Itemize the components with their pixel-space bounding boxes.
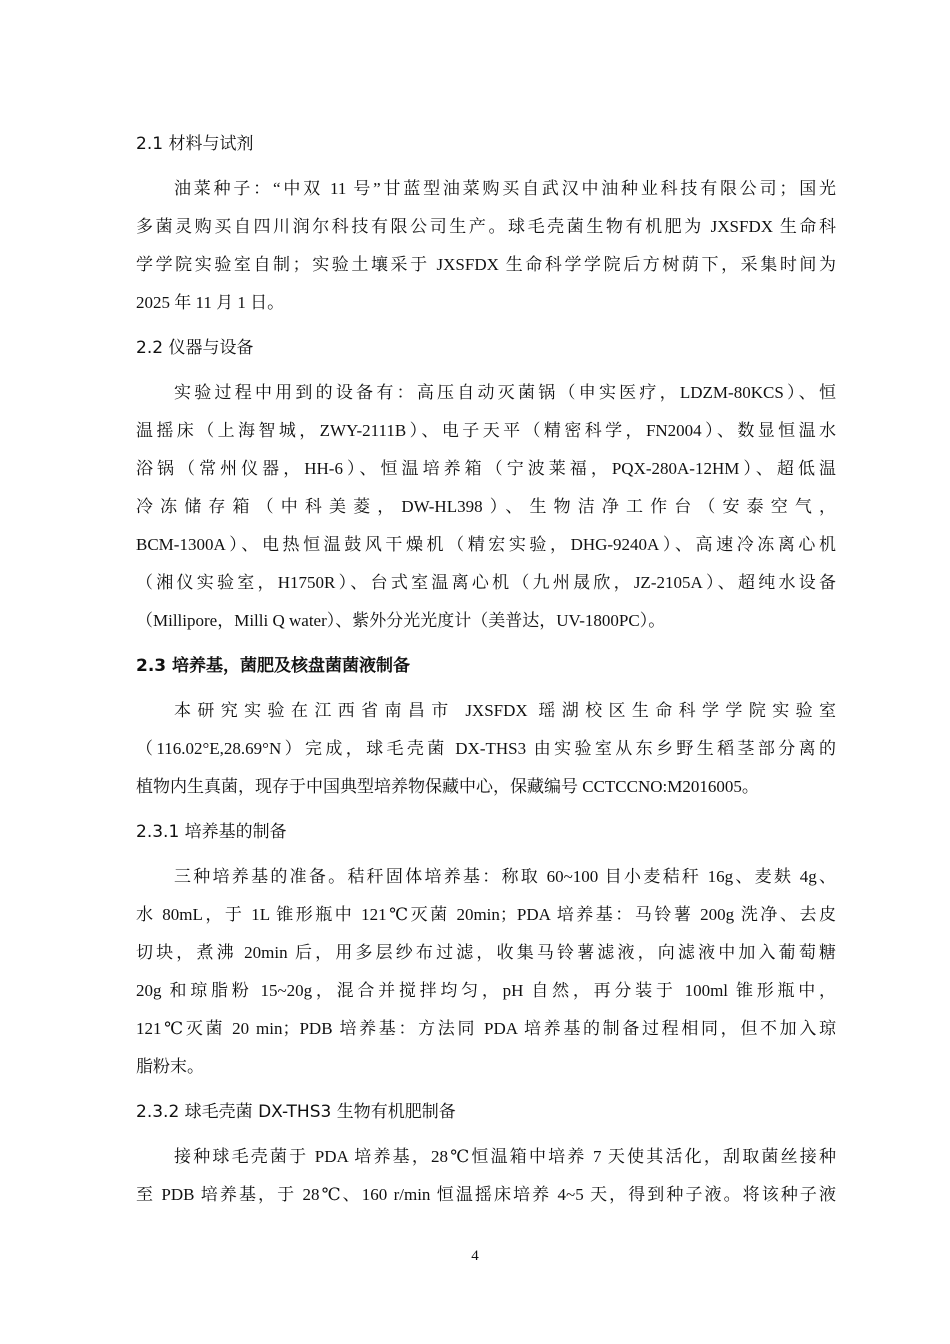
text-line: 浴锅（常州仪器，HH-6）、恒温培养箱（宁波莱福，PQX-280A-12HM）、超低温 — [136, 459, 836, 478]
text-line: 温摇床（上海智城，ZWY-2111B）、电子天平（精密科学，FN2004）、数显恒温水 — [136, 421, 836, 440]
section-heading-2-3-1: 2.3.1 培养基的制备 — [136, 822, 287, 842]
paragraph-equipment — [136, 374, 836, 640]
text-line: 至 PDB 培养基，于 28℃、160 r/min 恒温摇床培养 4~5 天，得到种子液。将该种子液 — [136, 1185, 836, 1204]
text-line: 多菌灵购买自四川润尔科技有限公司生产。球毛壳菌生物有机肥为 JXSFDX 生命科 — [136, 217, 836, 236]
text-line: （湘仪实验室，H1750R）、台式室温离心机（九州晟欣，JZ-2105A）、超纯水设备 — [136, 573, 836, 592]
paragraph-fertilizer-preparation — [136, 1138, 836, 1214]
text-line: 121℃灭菌 20 min；PDB 培养基：方法同 PDA 培养基的制备过程相同，但不加入琼 — [136, 1019, 836, 1038]
text-line: 油菜种子：“中双 11 号”甘蓝型油菜购买自武汉中油种业科技有限公司；国光 — [174, 179, 836, 198]
text-line: 接种球毛壳菌于 PDA 培养基，28℃恒温箱中培养 7 天使其活化，刮取菌丝接种 — [174, 1147, 836, 1166]
page-number: 4 — [471, 1248, 479, 1264]
section-heading-2-3-2: 2.3.2 球毛壳菌 DX-THS3 生物有机肥制备 — [136, 1102, 456, 1122]
text-line: 学学院实验室自制；实验土壤采于 JXSFDX 生命科学学院后方树荫下，采集时间为 — [136, 255, 836, 274]
text-line: 植物内生真菌，现存于中国典型培养物保藏中心，保藏编号 CCTCCNO:M2016005。 — [136, 777, 759, 796]
text-line: 三种培养基的准备。秸秆固体培养基：称取 60~100 目小麦秸秆 16g、麦麸 4g、 — [174, 867, 836, 886]
text-line: 20g 和琼脂粉 15~20g，混合并搅拌均匀，pH 自然，再分装于 100ml 锥形瓶中， — [136, 981, 836, 1000]
text-line: 实验过程中用到的设备有：高压自动灭菌锅（申实医疗，LDZM-80KCS）、恒 — [174, 383, 836, 402]
section-heading-2-2: 2.2 仪器与设备 — [136, 338, 254, 358]
text-line: 本研究实验在江西省南昌市 JXSFDX 瑶湖校区生命科学学院实验室 — [174, 701, 836, 720]
text-line: 切块，煮沸 20min 后，用多层纱布过滤，收集马铃薯滤液，向滤液中加入葡萄糖 — [136, 943, 836, 962]
section-heading-2-3: 2.3 培养基，菌肥及核盘菌菌液制备 — [136, 656, 411, 676]
text-line: BCM-1300A）、电热恒温鼓风干燥机（精宏实验，DHG-9240A）、高速冷冻离心机 — [136, 535, 836, 554]
paragraph-medium-preparation — [136, 858, 836, 1086]
text-line: 水 80mL，于 1L 锥形瓶中 121℃灭菌 20min；PDA 培养基：马铃薯 200g 洗净、去皮 — [136, 905, 836, 924]
paragraph-culture-intro — [136, 692, 836, 806]
paragraph-materials — [136, 170, 836, 322]
text-line: 2025 年 11 月 1 日。 — [136, 293, 285, 312]
page-content — [136, 126, 836, 1222]
text-line: （116.02°E,28.69°N）完成，球毛壳菌 DX-THS3 由实验室从东乡野生稻茎部分离的 — [136, 739, 836, 758]
text-line: （Millipore，Milli Q water）、紫外分光光度计（美普达，UV-1800PC）。 — [136, 611, 666, 630]
text-line: 冷冻储存箱（中科美菱，DW-HL398）、生物洁净工作台（安泰空气， — [136, 497, 836, 516]
section-heading-2-1: 2.1 材料与试剂 — [136, 134, 254, 154]
text-line: 脂粉末。 — [136, 1057, 204, 1076]
